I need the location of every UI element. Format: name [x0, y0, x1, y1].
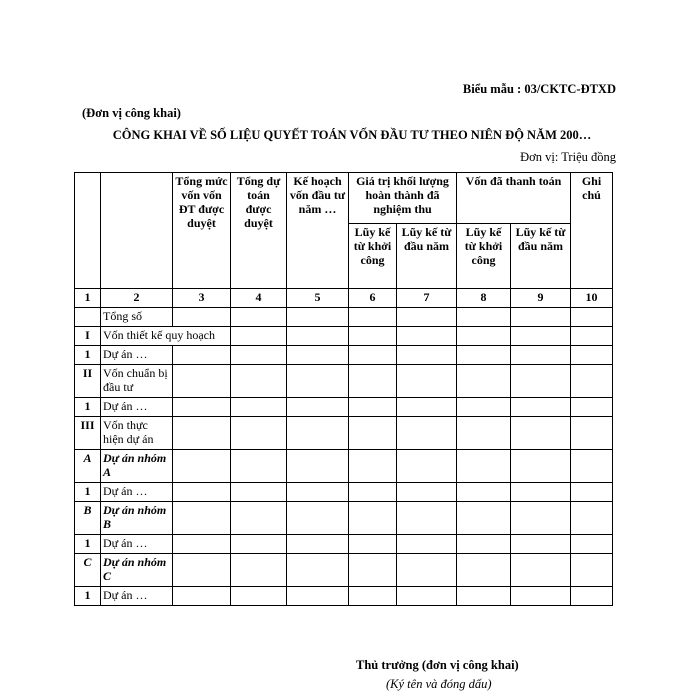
row-number: III — [75, 417, 101, 450]
header-cell-2 — [101, 173, 173, 289]
column-number: 5 — [287, 289, 349, 308]
column-number: 4 — [231, 289, 287, 308]
row-label: Vốn thực hiện dự án — [101, 417, 173, 450]
signature-title: Thủ trưởng (đơn vị công khai) — [356, 658, 519, 672]
header-notes: Ghi chú — [571, 173, 613, 289]
row-number: B — [75, 502, 101, 535]
row-number: 1 — [75, 587, 101, 606]
column-number-row — [75, 289, 613, 308]
header-row-top — [75, 173, 613, 224]
row-number: C — [75, 554, 101, 587]
header-capital-plan: Kế hoạch vốn đầu tư năm … — [287, 173, 349, 289]
table-row — [75, 398, 613, 417]
row-label: Dự án nhóm A — [101, 450, 173, 483]
row-number: I — [75, 327, 101, 346]
table-row — [75, 327, 613, 346]
row-label: Tổng số — [101, 308, 173, 327]
table-row — [75, 535, 613, 554]
row-label: Dự án nhóm C — [101, 554, 173, 587]
table-row — [75, 587, 613, 606]
table-row — [75, 502, 613, 535]
row-number: 1 — [75, 346, 101, 365]
row-label: Dự án … — [101, 483, 173, 502]
column-number: 10 — [571, 289, 613, 308]
column-number: 1 — [75, 289, 101, 308]
row-number: 1 — [75, 535, 101, 554]
row-number: 1 — [75, 398, 101, 417]
header-cell-1 — [75, 173, 101, 289]
row-label: Vốn chuẩn bị đầu tư — [101, 365, 173, 398]
row-number: II — [75, 365, 101, 398]
header-completed-value: Giá trị khối lượng hoàn thành đã nghiệm thu — [349, 173, 457, 224]
column-number: 8 — [457, 289, 511, 308]
header-total-estimate: Tổng dự toán được duyệt — [231, 173, 287, 289]
row-number: 1 — [75, 483, 101, 502]
column-number: 2 — [101, 289, 173, 308]
table-row — [75, 554, 613, 587]
table-row — [75, 308, 613, 327]
document-title: CÔNG KHAI VỀ SỐ LIỆU QUYẾT TOÁN VỐN ĐẦU TƯ THEO NIÊN ĐỘ NĂM 200… — [112, 128, 592, 142]
table-row — [75, 365, 613, 398]
header-cumulative-from-start-8: Lũy kế từ khởi công — [457, 224, 511, 289]
public-unit-label: (Đơn vị công khai) — [82, 106, 181, 120]
settlement-table — [74, 172, 613, 606]
row-label: Vốn thiết kế quy hoạch — [101, 327, 231, 346]
column-number: 7 — [397, 289, 457, 308]
table-row — [75, 346, 613, 365]
header-cumulative-from-start-6: Lũy kế từ khởi công — [349, 224, 397, 289]
column-number: 6 — [349, 289, 397, 308]
form-code: Biểu mẫu : 03/CKTC-ĐTXD — [462, 82, 616, 96]
table-row — [75, 450, 613, 483]
row-number — [75, 308, 101, 327]
row-label: Dự án nhóm B — [101, 502, 173, 535]
column-number: 9 — [511, 289, 571, 308]
row-label: Dự án … — [101, 346, 173, 365]
table-row — [75, 417, 613, 450]
signature-note: (Ký tên và đóng dấu) — [386, 677, 492, 691]
header-cumulative-from-year-9: Lũy kế từ đầu năm — [511, 224, 571, 289]
row-number: A — [75, 450, 101, 483]
row-label: Dự án … — [101, 535, 173, 554]
header-cumulative-from-year-7: Lũy kế từ đầu năm — [397, 224, 457, 289]
table-row — [75, 483, 613, 502]
row-label: Dự án … — [101, 587, 173, 606]
row-label: Dự án … — [101, 398, 173, 417]
currency-unit: Đơn vị: Triệu đồng — [520, 150, 616, 164]
header-paid-capital: Vốn đã thanh toán — [457, 173, 571, 224]
column-number: 3 — [173, 289, 231, 308]
header-total-investment: Tổng mức vốn vốn ĐT được duyệt — [173, 173, 231, 289]
